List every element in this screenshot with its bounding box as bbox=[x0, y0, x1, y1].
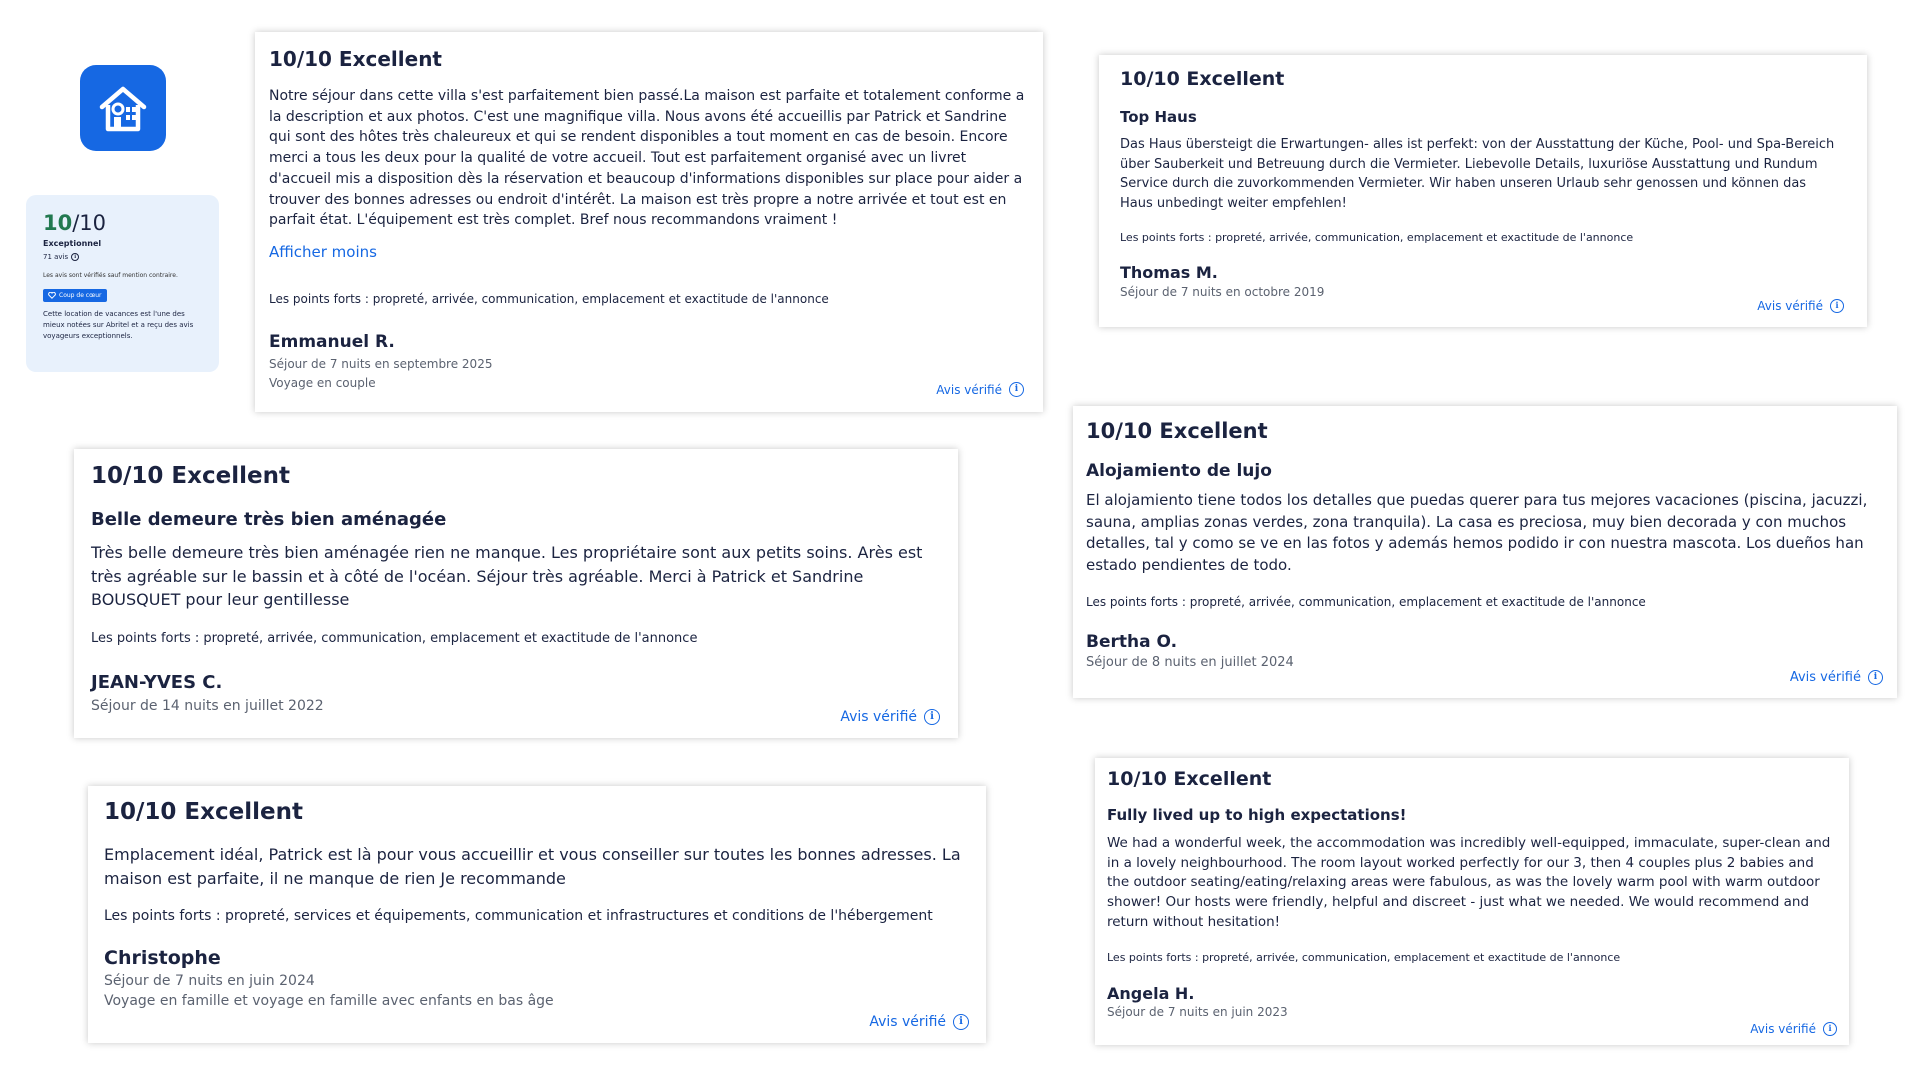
review-rating: 10/10 Excellent bbox=[269, 47, 442, 71]
info-icon[interactable]: i bbox=[953, 1014, 969, 1030]
review-card bbox=[88, 786, 986, 1043]
verified-label: Avis vérifié bbox=[1750, 1022, 1816, 1036]
verification-note: Les avis sont vérifiés sauf mention contraire. bbox=[43, 272, 178, 279]
review-highlights: Les points forts : propreté, arrivée, communication, emplacement et exactitude de l'annonce bbox=[1107, 950, 1621, 964]
review-stay: Séjour de 8 nuits en juillet 2024 bbox=[1086, 654, 1294, 670]
verified-review[interactable] bbox=[869, 1014, 969, 1030]
info-icon[interactable]: i bbox=[924, 709, 940, 725]
verified-label: Avis vérifié bbox=[1757, 299, 1823, 313]
review-title: Top Haus bbox=[1120, 108, 1197, 126]
review-author: Christophe bbox=[104, 947, 221, 970]
favorite-badge bbox=[43, 289, 107, 302]
review-stay: Séjour de 7 nuits en septembre 2025 bbox=[269, 356, 493, 371]
review-body: We had a wonderful week, the accommodation was incredibly well-equipped, immaculate, super-clean and in a lovely neighbourhood. The room layout worked perfectly for our 3, then 4 couples plus 2 babies and the outdoor seating/eating/relaxing areas were fabulous, as was the lovely warm pool with warm outdoor shower! Our hosts were friendly, helpful and discreet - just what we needed. We would recommend and return without hesitation! bbox=[1107, 835, 1831, 930]
review-rating: 10/10 Excellent bbox=[104, 799, 303, 825]
info-icon[interactable]: i bbox=[1830, 299, 1844, 313]
review-author: Angela H. bbox=[1107, 983, 1195, 1003]
review-highlights: Les points forts : propreté, arrivée, communication, emplacement et exactitude de l'annonce bbox=[1086, 594, 1646, 609]
rating-summary bbox=[26, 195, 219, 372]
review-card bbox=[74, 449, 958, 738]
info-icon[interactable]: i bbox=[1868, 670, 1883, 685]
review-highlights: Les points forts : propreté, arrivée, communication, emplacement et exactitude de l'annonce bbox=[91, 631, 698, 647]
review-body: Emplacement idéal, Patrick est là pour vous accueillir et vous conseiller sur toutes les bonnes adresses. La maison est parfaite, il ne manque de rien Je recommande bbox=[104, 845, 961, 888]
verified-review[interactable] bbox=[1750, 1022, 1837, 1036]
review-rating: 10/10 Excellent bbox=[91, 463, 290, 489]
summary-description: Cette location de vacances est l'une des mieux notées sur Abritel et a reçu des avis voyageurs exceptionnels. bbox=[43, 310, 194, 340]
verified-review[interactable] bbox=[1757, 299, 1844, 313]
review-card bbox=[1095, 758, 1849, 1045]
review-rating: 10/10 Excellent bbox=[1086, 419, 1268, 443]
review-stay: Séjour de 7 nuits en juin 2024 bbox=[104, 973, 315, 990]
verified-label: Avis vérifié bbox=[1789, 670, 1861, 685]
review-title: Alojamiento de lujo bbox=[1086, 461, 1272, 481]
overall-score-value: 10 bbox=[43, 211, 73, 235]
review-author: Emmanuel R. bbox=[269, 331, 395, 352]
review-highlights: Les points forts : propreté, arrivée, communication, emplacement et exactitude de l'annonce bbox=[1120, 230, 1634, 244]
review-count-row bbox=[43, 253, 203, 261]
verified-label: Avis vérifié bbox=[869, 1014, 946, 1030]
overall-score-label: Exceptionnel bbox=[43, 239, 102, 248]
info-icon[interactable]: i bbox=[1009, 382, 1024, 397]
review-title: Belle demeure très bien aménagée bbox=[91, 509, 447, 530]
review-body: Das Haus übersteigt die Erwartungen- alles ist perfekt: von der Ausstattung der Küche, Pool- und Spa-Bereich über Sauberkeit und Betreuung durch die Vermieter. Liebevolle Details, luxuriöse Ausstattung und Rundum Service durch die zuvorkommenden Vermieter. Wir haben unseren Urlaub sehr genossen und können das Haus unbedingt weiter empfehlen! bbox=[1120, 137, 1835, 212]
review-body: Très belle demeure très bien aménagée rien ne manque. Les propriétaire sont aux petits soins. Arès est très agréable sur le bassin et à côté de l'océan. Séjour très agréable. Merci à Patrick et Sandrine BOUSQUET pour leur gentillesse bbox=[91, 543, 923, 610]
review-highlights: Les points forts : propreté, arrivée, communication, emplacement et exactitude de l'annonce bbox=[269, 291, 829, 306]
overall-score-total: /10 bbox=[72, 211, 107, 235]
review-card bbox=[1073, 406, 1897, 698]
review-trip-type: Voyage en couple bbox=[269, 375, 376, 390]
review-stay: Séjour de 7 nuits en juin 2023 bbox=[1107, 1004, 1288, 1019]
review-author: JEAN-YVES C. bbox=[91, 672, 223, 694]
review-highlights: Les points forts : propreté, services et équipements, communication et infrastructures et conditions de l'hébergement bbox=[104, 908, 933, 925]
review-author: Bertha O. bbox=[1086, 631, 1178, 652]
review-trip-type: Voyage en famille et voyage en famille avec enfants en bas âge bbox=[104, 993, 554, 1010]
verified-review[interactable] bbox=[1790, 670, 1883, 685]
review-title: Fully lived up to high expectations! bbox=[1107, 806, 1407, 824]
verified-review[interactable] bbox=[840, 709, 940, 725]
review-count: 71 avis bbox=[43, 253, 69, 261]
review-rating: 10/10 Excellent bbox=[1107, 768, 1272, 790]
verified-review[interactable] bbox=[936, 382, 1024, 397]
review-card bbox=[255, 32, 1043, 412]
info-icon[interactable]: i bbox=[71, 253, 79, 261]
review-stay: Séjour de 7 nuits en octobre 2019 bbox=[1120, 284, 1325, 299]
review-stay: Séjour de 14 nuits en juillet 2022 bbox=[91, 698, 324, 715]
review-body: El alojamiento tiene todos los detalles que puedas querer para tus mejores vacaciones (piscina, jacuzzi, sauna, amplias zonas verdes, zona tranquila). La casa es preciosa, muy bien decorada y con muchos detalles, tal y como se ve en las fotos y además hemos podido ir con nuestra mascota. Los dueños han estado pendientes de todo. bbox=[1086, 491, 1868, 575]
review-author: Thomas M. bbox=[1120, 262, 1218, 282]
review-card bbox=[1099, 55, 1867, 327]
verified-label: Avis vérifié bbox=[840, 709, 917, 725]
verified-label: Avis vérifié bbox=[936, 382, 1002, 397]
review-body: Notre séjour dans cette villa s'est parfaitement bien passé.La maison est parfaite et totalement conforme a la description et aux photos. C'est une magnifique villa. Nous avons été accueillis par Patrick et Sandrine qui sont des hôtes très chaleureux et qui se rendent disponibles a tout moment en cas de besoin. Encore merci a tous les deux pour la qualité de votre accueil. Tout est parfaitement organisé avec un livret d'accueil mis a disposition dès la réservation et beaucoup d'informations disponibles sur place pour aider a trouver des bonnes adresses ou endroit d'intérêt. La maison est très propre a notre arrivée et tout est en parfait état. L'équipement est très complet. Bref nous recommandons vraiment ! bbox=[269, 88, 1025, 229]
overall-score bbox=[43, 211, 203, 235]
review-rating: 10/10 Excellent bbox=[1120, 68, 1285, 90]
show-less-link[interactable]: Afficher moins bbox=[269, 242, 377, 261]
favorite-badge-label: Coup de cœur bbox=[59, 292, 102, 299]
house-logo-icon bbox=[94, 79, 152, 137]
heart-badge-icon bbox=[48, 292, 56, 299]
app-logo bbox=[80, 65, 166, 151]
info-icon[interactable]: i bbox=[1823, 1022, 1837, 1036]
